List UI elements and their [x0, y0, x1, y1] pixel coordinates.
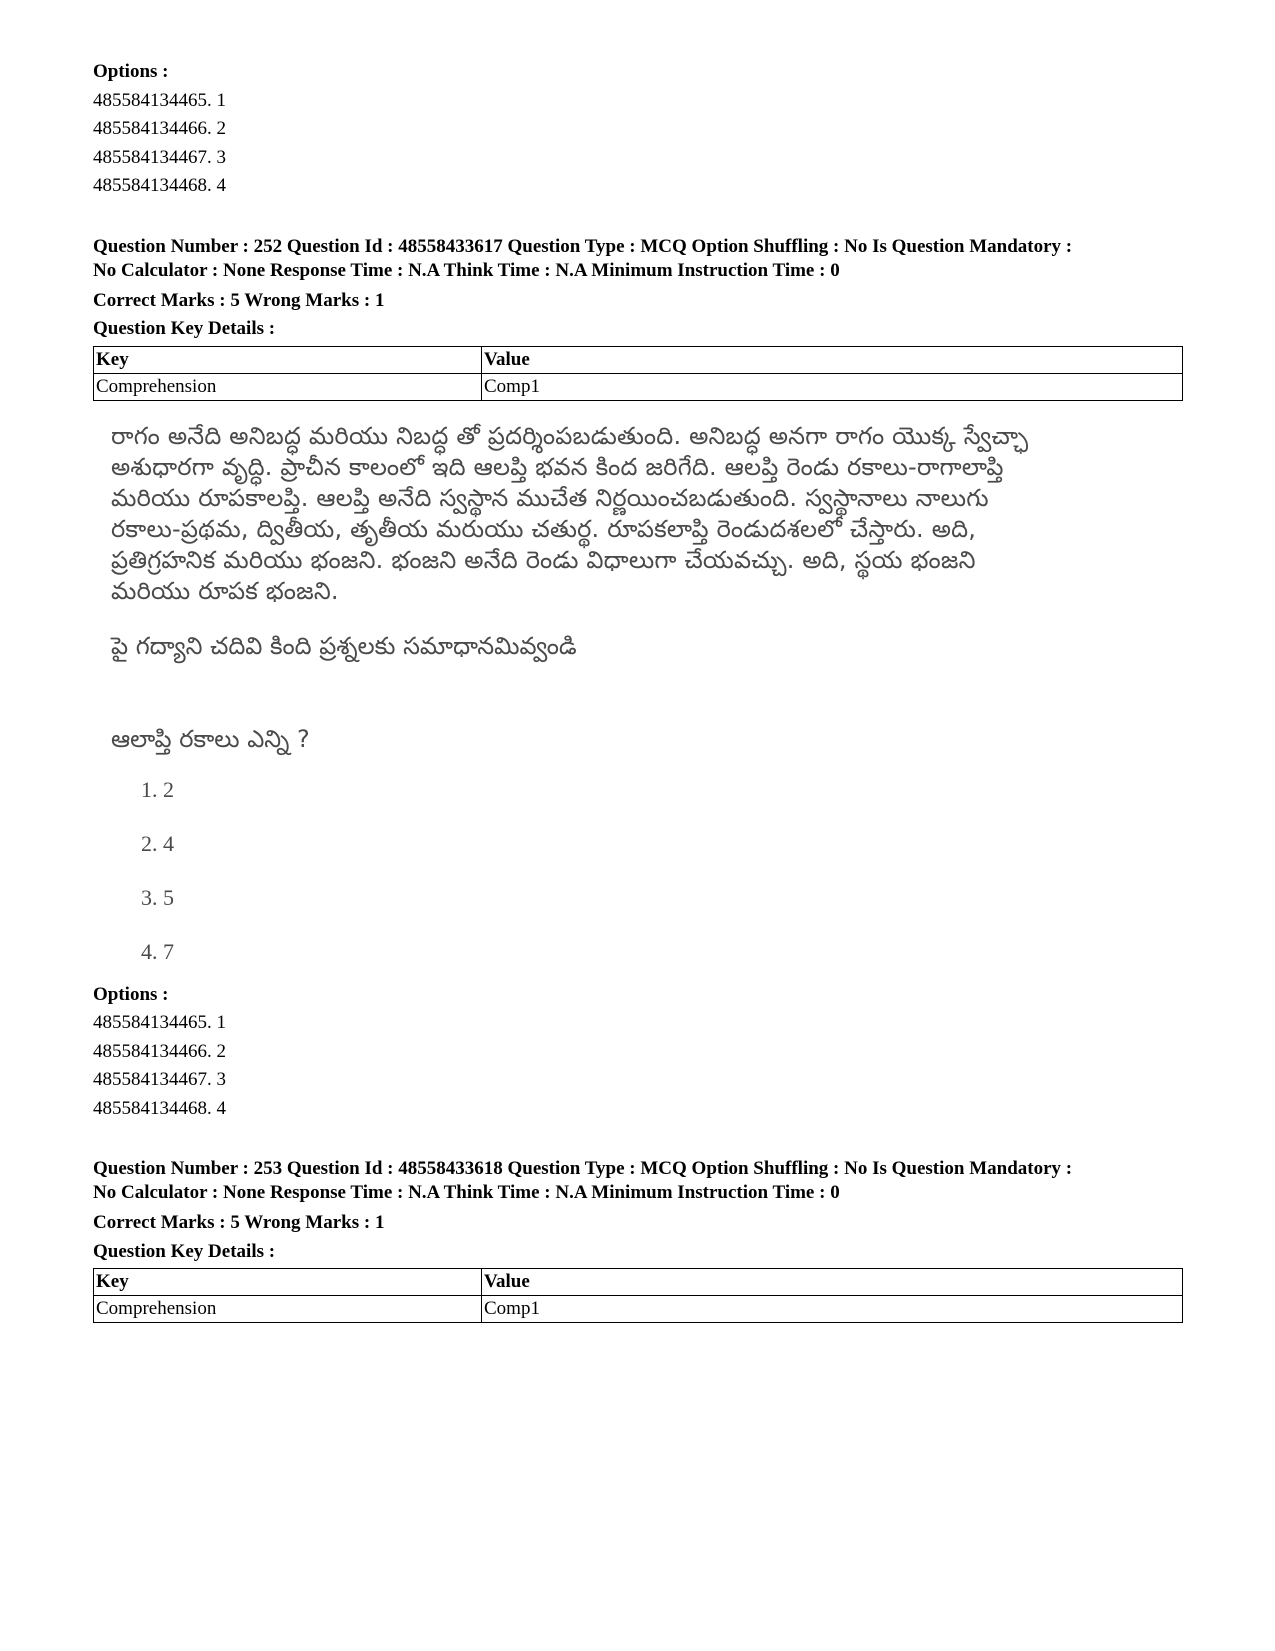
option-item: 485584134465. 1: [93, 89, 226, 111]
question-header: [93, 1157, 1183, 1205]
table-row: [94, 1296, 1183, 1323]
comprehension-passage: [111, 421, 1183, 607]
table-header-value: Value: [482, 346, 1183, 373]
key-details-label: Question Key Details :: [93, 1240, 276, 1262]
passage-line: అశుధారగా వృద్ధి. ప్రాచీన కాలంలో ఇది ఆలప్తి భవన కింద జరిగేది. ఆలప్తి రెండు రకాలు-రాగాలాప్తి: [111, 452, 1004, 481]
table-row: [94, 373, 1183, 400]
answer-choice: 1. 2: [141, 776, 174, 802]
option-item: 485584134466. 2: [93, 118, 226, 139]
question-text: ఆలాప్తి రకాలు ఎన్ని ?: [111, 724, 310, 753]
answer-choice: 4. 7: [141, 938, 174, 964]
key-details-label: Question Key Details :: [93, 318, 276, 339]
option-item: 485584134468. 4: [93, 175, 226, 196]
passage-instruction: పై గద్యాని చదివి కింది ప్రశ్నలకు సమాధానమివ్వండి: [111, 631, 577, 660]
table-header-key: Key: [94, 346, 482, 373]
passage-line: రకాలు-ప్రథమ, ద్వితీయ, తృతీయ మరుయు చతుర్థ. రూపకలాప్తి రెండుదశలలో చేస్తారు. అది,: [111, 514, 977, 543]
passage-line: ప్రతిగ్రహనిక మరియు భంజని. భంజని అనేది రెండు విధాలుగా చేయవచ్చు. అది, స్థయ భంజని: [111, 545, 976, 574]
document-page: [93, 0, 1183, 1323]
passage-line: రాగం అనేది అనిబద్ధ మరియు నిబద్ధ తో ప్రదర్శింపబడుతుంది. అనిబద్ధ అనగా రాగం యొక్క స్వేచ్ఛా: [111, 421, 1029, 450]
answer-choice: 2. 4: [141, 830, 174, 856]
table-cell-value: Comp1: [482, 373, 1183, 400]
passage-line: మరియు రూపకాలప్తి. ఆలప్తి అనేది స్వస్థాన ముచేత నిర్ణయించబడుతుంది. స్వస్థానాలు నాలుగు: [111, 483, 989, 512]
marks-info: Correct Marks : 5 Wrong Marks : 1: [93, 289, 385, 311]
question-header-line1: Question Number : 253 Question Id : 48558433618 Question Type : MCQ Option Shuffling : No Is Question Mandatory :: [93, 1158, 1073, 1179]
question-header-line2: No Calculator : None Response Time : N.A Think Time : N.A Minimum Instruction Time : 0: [93, 259, 840, 281]
key-details-table: [93, 1268, 1183, 1323]
table-cell-key: Comprehension: [94, 1296, 482, 1323]
question-header-line1: Question Number : 252 Question Id : 48558433617 Question Type : MCQ Option Shuffling : No Is Question Mandatory :: [93, 235, 1073, 257]
passage-line: మరియు రూపక భంజని.: [111, 576, 339, 605]
question-image: [111, 421, 1183, 993]
option-item: 485584134467. 3: [93, 1069, 226, 1090]
option-item: 485584134466. 2: [93, 1040, 226, 1062]
question-header: [93, 235, 1183, 283]
options-heading: Options :: [93, 983, 169, 1005]
answer-choice: 3. 5: [141, 884, 174, 910]
marks-info: Correct Marks : 5 Wrong Marks : 1: [93, 1212, 385, 1233]
key-details-table: [93, 346, 1183, 401]
table-cell-value: Comp1: [482, 1296, 1183, 1323]
question-header-line2: No Calculator : None Response Time : N.A Think Time : N.A Minimum Instruction Time : 0: [93, 1182, 840, 1203]
table-header-value: Value: [482, 1269, 1183, 1296]
table-header-row: [94, 1269, 1183, 1296]
table-header-row: [94, 346, 1183, 373]
options-heading: Options :: [93, 61, 169, 82]
table-header-key: Key: [94, 1269, 482, 1296]
table-cell-key: Comprehension: [94, 373, 482, 400]
option-item: 485584134468. 4: [93, 1097, 226, 1119]
option-item: 485584134467. 3: [93, 146, 226, 168]
option-item: 485584134465. 1: [93, 1012, 226, 1033]
answer-choices: [141, 777, 1183, 993]
